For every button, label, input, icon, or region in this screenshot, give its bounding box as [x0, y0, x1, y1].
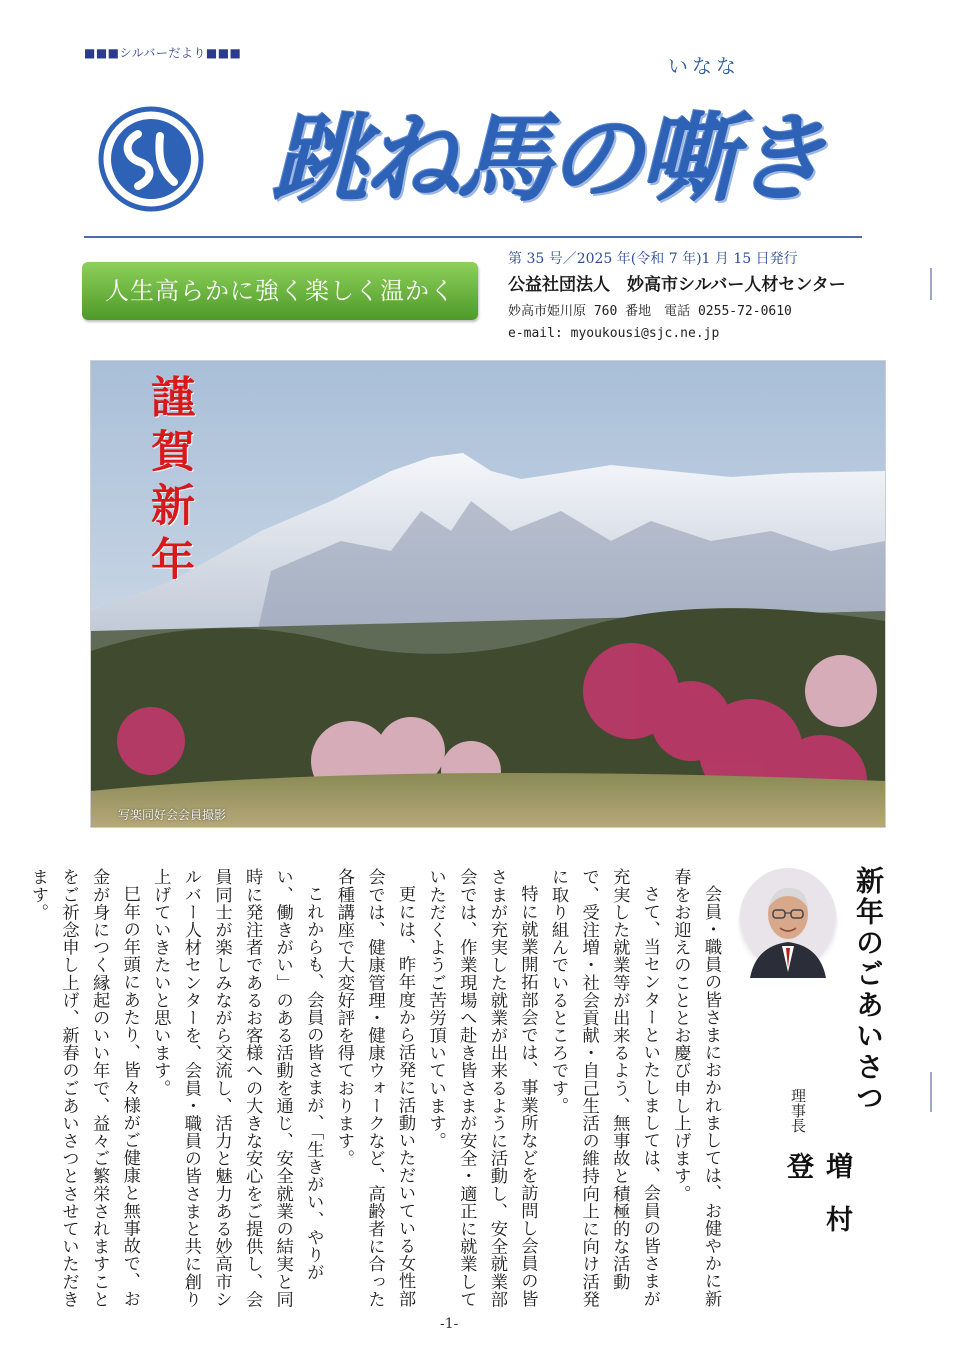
article-paragraph: 特に就業開拓部会では、事業所などを訪問し会員の皆さまが充実した就業が出来るように活動し、安全就業部会では、作業現場へ赴き皆さまが安全・適正に就業していただくようご苦労頂いています。	[425, 868, 538, 1308]
slogan-banner: 人生高らかに強く楽しく温かく	[82, 262, 478, 320]
article-paragraph: これからも、会員の皆さまが、「生きがい、やりがい、働きがい」のある活動を通じ、安全就業の結実と同時に発注者であるお客様への大きな安心をご提供し、会員同士が楽しみながら交流し、活力と魅力ある妙高市シルバー人材センターを、会員・職員の皆さまと共に創り上げていきたいと思います。	[150, 868, 324, 1308]
silver-center-logo-icon	[98, 106, 204, 212]
article-paragraph: さて、当センターといたしましては、会員の皆さまが充実した就業等が出来るよう、無事故と積極的な活動で、受注増・社会貢献・自己生活の維持向上に向け活発に取り組んでいるところです。	[548, 868, 660, 1308]
address-phone: 妙高市姫川原 760 番地 電話 0255-72-0610	[508, 304, 792, 319]
page-number: -1-	[440, 1316, 459, 1332]
chairman-portrait	[738, 868, 838, 978]
photo-credit: 写楽同好会会員撮影	[118, 808, 227, 822]
mountain-photo	[90, 360, 886, 828]
issue-info: 第 35 号／2025 年(令和 7 年)1 月 15 日発行	[508, 251, 798, 267]
article-paragraph: 更には、昨年度から活発に活動いただいている女性部会では、健康管理・健康ウォークなど、高齢者に合った各種講座で大変好評を得ております。	[333, 868, 416, 1308]
title-ruby: いなな	[668, 54, 740, 78]
article-title: 新年のごあいさつ	[852, 866, 885, 1114]
newsletter-title: 跳ね馬の嘶き	[272, 103, 824, 215]
margin-mark	[930, 1072, 932, 1112]
header-divider	[84, 236, 862, 238]
article-body	[27, 868, 726, 1308]
article-paragraph: 巳年の年頭にあたり、皆々様がご健康と無事故で、お金が身につく縁起のいい年で、益々ご繁栄されますことをご祈念申し上げ、新春のごあいさつとさせていただきます。	[27, 868, 140, 1308]
email-address: e-mail: myoukousi@sjc.ne.jp	[508, 326, 720, 341]
margin-mark	[930, 268, 932, 300]
new-year-greeting: 謹賀新年	[143, 374, 194, 590]
article-paragraph: 会員・職員の皆さまにおかれましては、お健やかに新春をお迎えのこととお慶び申し上げます。	[670, 868, 721, 1308]
author-name: 増村 登	[782, 1152, 852, 1311]
organization-name: 公益社団法人 妙高市シルバー人材センター	[508, 275, 846, 295]
series-label: ■■■シルバーだより■■■	[84, 46, 242, 60]
author-role: 理事長	[789, 1088, 807, 1133]
